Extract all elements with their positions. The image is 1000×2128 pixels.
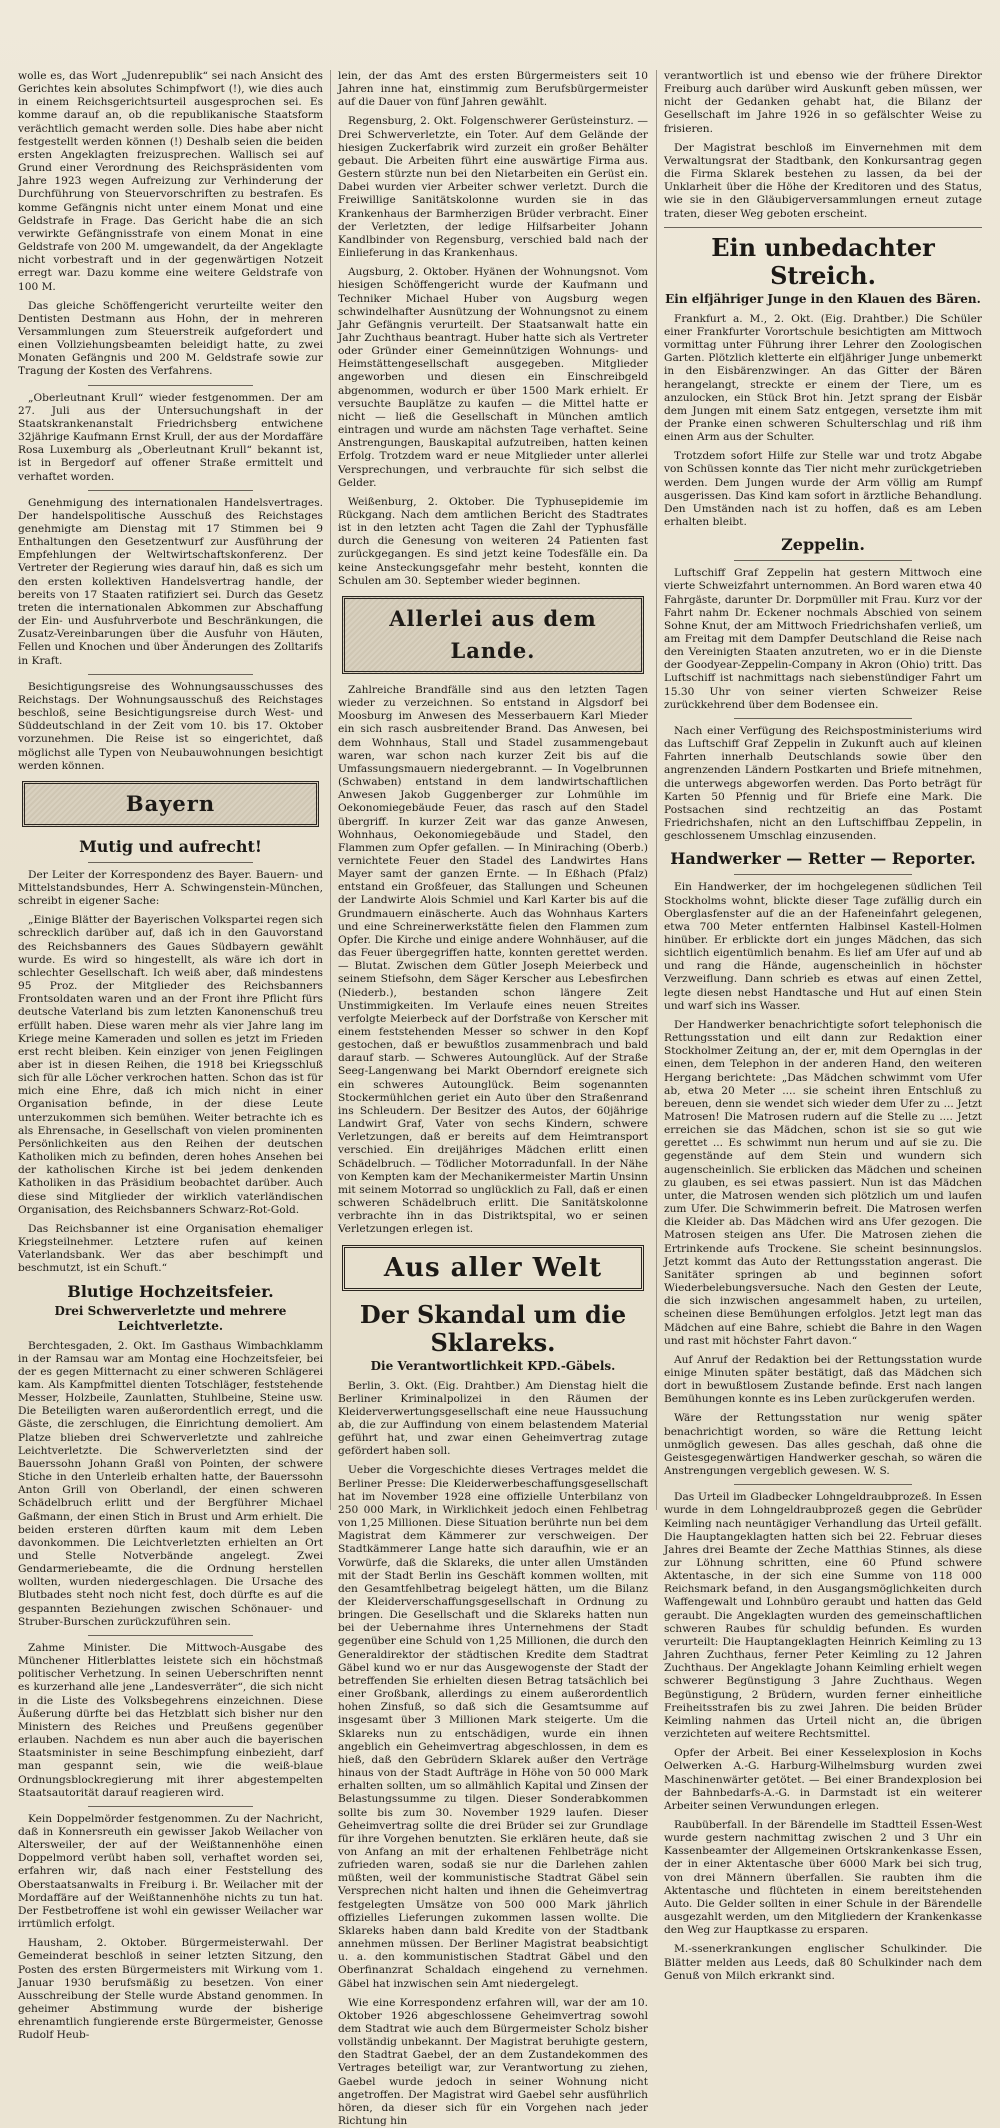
subhead-streich: Ein elfjähriger Junge in den Klauen des Bären.	[665, 291, 981, 306]
headline-blutige: Blutige Hochzeitsfeier.	[67, 1281, 274, 1301]
separator	[88, 1635, 253, 1636]
article-regensburg: Regensburg, 2. Okt. Folgenschwerer Gerüsteinsturz. — Drei Schwerverletzte, ein Toter. Auf dem Gelände der hiesigen Zuckerfabrik wird zurzeit ein großer Behälter gebaut. Die Arbeiten führt eine auswärtige Firma aus. Gestern stürzte nun bei den Nietarbeiten ein Gerüst ein. Dabei wurden vier Arbeiter schwer verletzt. Durch die Freiwillige Sanitätskolonne wurden sie in das Krankenhaus der Barmherzigen Brüder verbracht. Einer der Verletzten, der ledige Hilfsarbeiter Johann Kandlbinder von Regensburg, verschied bald nach der Einlieferung in das Krankenhaus.	[338, 115, 648, 260]
article-mutig-3: Das Reichsbanner ist eine Organisation ehemaliger Kriegsteilnehmer. Letztere rufen auf keinen Vaterlandsbank. Wer das aber beschimpft und beschmutzt, ist ein Schuft.“	[18, 1222, 323, 1275]
article-mutig-2: „Einige Blätter der Bayerischen Volkspartei regen sich schrecklich darüber auf, daß ich in den Gauvorstand des Reichsbanners des Gaues Südbayern gewählt wurde. Es wird so hingestellt, als wäre ich dort in schlechter Gesellschaft. Ich weiß aber, daß mindestens 95 Proz. der Mitglieder des Reichsbanners Frontsoldaten waren und an der Front ihre Pflicht fürs deutsche Vaterland bis zum letzten Kanonenschuß treu erfüllt haben. Diese waren mehr als vier Jahre lang im Kriege meine Kameraden und sollen es jetzt im Frieden erst recht bleiben. Kein einziger von jenen Feiglingen aber ist in diesen Reihen, die 1918 bei Kriegsschluß sich für alle Löcher verkrochen hatten. Schon das ist für mich eine Ehre, daß ich mich nicht in einer Organisation befinde, in der diese Leute unterzukommen sich bemühen. Weiter betrachte ich es als Ehrensache, in Gesellschaft von vielen prominenten Persönlichkeiten aus den Reihen der deutschen Katholiken mich zu befinden, deren hohes Ansehen bei der katholischen Kirche ist bei jedem denkenden Katholiken in das Präsidium beobachtet darüber. Auch diese sind Mitglieder der wirklich vaterländischen Organisation, des Reichsbanners Schwarz-Rot-Gold.	[18, 914, 323, 1216]
article-continuation: wolle es, das Wort „Judenrepublik“ sei nach Ansicht des Gerichtes kein absolutes Schimpfwort (!), wie dies auch in einem Reichsgerichtsurteil ausgesprochen sei. Es komme darauf an, ob die republikanische Staatsform verächtlich gemacht werden solle. Dies habe aber nicht festgestellt werden können (!) Deshalb seien die beiden ersten Angeklagten freizusprechen. Wallisch sei auf Grund einer Verordnung des Reichspräsidenten vom Jahre 1923 wegen Aufreizung zur Verhinderung der Durchführung von Steuervorschriften zu bestrafen. Es komme Gefängnis nicht unter einem Monat und eine Geldstrafe in Frage. Das Gericht habe die an sich verwirkte Gefängnisstrafe von einem Monat in eine Geldstrafe von 200 M. umgewandelt, da der Angeklagte nicht vorbestraft und in der gegenwärtigen Notzeit erregt war. Dazu komme eine weitere Geldstrafe von 100 M.	[18, 70, 323, 293]
section-heading-allerlei: Allerlei aus dem Lande.	[342, 596, 644, 674]
article-skandal-2: Ueber die Vorgeschichte dieses Vertrages meldet die Berliner Presse: Die Kleiderwerbeschaffungsgesellschaft hat im November 1928 eine offizielle Unterbilanz von 250 000 Mark, in Wirklichkeit jedoch einen Fehlbetrag von 1,25 Millionen. Diese Situation berührte nun bei dem Magistrat dem Kämmerer zur verschweigen. Der Stadtkämmerer Lange hatte sich daraufhin, wie er an Vorwürfe, daß die Sklareks, die unter allen Umständen mit der Stadt Berlin ins Geschäft kommen wollten, mit den Gesamtfehlbetrag beigelegt hätten, um die Bilanz der Kleiderverschaffungsgesellschaft in Ordnung zu bringen. Die Gesellschaft und die Sklareks hatten nun bei der Uebernahme ihres Unternehmens der Stadt gegenüber eine Schuld von 1,25 Millionen, die durch den Generaldirektor der städtischen Kredite dem Stadtrat Gäbel kund wo er nur das Ausgewogenste der Stadt der betreffenden Sie erhielten diesen Betrag tatsächlich bei einer Großbank, allerdings zu einem außerordentlich hohen Zinsfuß, so daß sich die Gesamtsumme auf insgesamt über 3 Millionen Mark steigerte. Um die Sklareks nun zu entschädigen, wurde ein ihnen angeblich ein Geheimvertrag abgeschlossen, in dem es hieß, daß den Gebrüdern Sklarek außer den Verträge hinaus von der Stadt Aufträge in Höhe von 50 000 Mark erhalten sollten, um so allmählich Kapital und Zinsen der Belastungssumme zu tilgen. Dieser Sonderabkommen sollte bis zum 30. November 1929 laufen. Dieser Geheimvertrag sollte die drei Brüder sei zur Grundlage für ihre Vorgehen benutzten. Sie erklären heute, daß sie von Anfang an mit der erhaltenen Fehlbeträge nicht zufrieden waren, sodaß sie nur die Darlehen zahlen müßten, weil der kommunistische Stadtrat Gäbel sein Versprechen nicht halten und ihnen die Geheimvertrag festgelegten Umsätze von 500 000 Mark jährlich offizielles Lieferungen zukommen lassen wollte. Die Sklareks haben dann bald Kredite von der Stadtbank annehmen müssen. Der Berliner Magistrat beabsichtigt u. a. den kommunistischen Stadtrat Gäbel und den Oberfinanzrat Schaldach eingehend zu vernehmen. Gäbel hat inzwischen sein Amt niedergelegt.	[338, 1464, 648, 1990]
section-heading-aus-aller-welt: Aus aller Welt	[342, 1245, 644, 1291]
column-divider	[656, 70, 657, 1510]
article-mutig-1: Der Leiter der Korrespondenz des Bayer. Bauern- und Mittelstandsbundes, Herr A. Schwingenstein-München, schreibt in eigener Sache:	[18, 868, 323, 908]
article-handwerker-3: Auf Anruf der Redaktion bei der Rettungsstation wurde einige Minuten später bestätigt, daß das Mädchen sich dort in bewußtlosem Zustande befinde. Erst nach langen Bemühungen konnte es ins Leben zurückgerufen werden.	[664, 1353, 982, 1406]
article-dentist: Das gleiche Schöffengericht verurteilte weiter den Dentisten Destmann aus Hohn, der in mehreren Versammlungen zum Steuerstreik aufgefordert und einen Vollziehungsbeamten beleidigt hatte, zu zwei Monaten Gefängnis und 200 M. Geldstrafe sowie zur Tragung der Kosten des Verfahrens.	[18, 299, 323, 378]
article-opfer: Opfer der Arbeit. Bei einer Kesselexplosion in Kochs Oelwerken A.-G. Harburg-Wilhelmsburg wurden zwei Maschinenwärter getötet. — Bei einer Brandexplosion bei der Bahnbedarfs-A.-G. in Darmstadt ist ein weiterer Arbeiter seinen Verwundungen erlegen.	[664, 1747, 982, 1812]
article-zeppelin-1: Luftschiff Graf Zeppelin hat gestern Mittwoch eine vierte Schweizfahrt unternommen. An Bord waren etwa 40 Fahrgäste, darunter Dr. Dorpmüller mit Frau. Kurz vor der Fahrt nahm Dr. Eckener nochmals Abschied von seinem Sohne Knut, der am Mittwoch Friedrichshafen verließ, um am Freitag mit dem Dampfer Deutschland die Reise nach den Vereinigten Staaten anzutreten, wo er in die Dienste der Goodyear-Zeppelin-Company in Akron (Ohio) tritt. Das Luftschiff ist nachmittags nach siebenstündiger Fahrt um 15.30 Uhr von seiner vierten Schweizer Reise zurückkehrend über dem Bodensee ein.	[664, 567, 982, 711]
article-skandal-3: Wie eine Korrespondenz erfahren will, war der am 10. Oktober 1926 abgeschlossene Geheimvertrag sowohl dem Stadtrat wie auch dem Bürgermeister Scholz bisher vollständig unbekannt. Der Magistrat beruhigte gestern, den Stadtrat Gaebel, der an dem Zustandekommen des Vertrages beteiligt war, zur Verantwortung zu ziehen, Gaebel wurde jedoch in seiner Wohnung nicht angetroffen. Der Magistrat wird Gaebel sehr ausführlich hören, da dieser sich für ein Vorgehen nach jeder Richtung hin	[338, 1996, 648, 2128]
article-hausham: Hausham, 2. Oktober. Bürgermeisterwahl. Der Gemeinderat beschloß in seiner letzten Sitzung, den Posten des ersten Bürgermeisters mit Wirkung vom 1. Januar 1930 berufsmäßig zu besetzen. Von einer Ausschreibung der Stelle wurde Abstand genommen. In geheimer Abstimmung wurde der bisherige ehrenamtlich fungierende erste Bürgermeister, Genosse Rudolf Heub-	[18, 1937, 323, 2042]
separator	[734, 718, 912, 719]
article-raub: Raubüberfall. In der Bärendelle im Stadtteil Essen-West wurde gestern nachmittag zwischen 2 und 3 Uhr ein Kassenbeamter der Allgemeinen Ortskrankenkasse Essen, der in einer Aktentasche über 6000 Mark bei sich trug, von drei Männern überfallen. Sie raubten ihm die Aktentasche und flüchteten in einem bereitstehenden Auto. Die Gelder sollten in einer Schule in der Bärendelle ausgezahlt werden, um den Mitgliedern der Krankenkasse den Weg zur Hauptkasse zu ersparen.	[664, 1818, 982, 1937]
article-trade: Genehmigung des internationalen Handelsvertrages. Der handelspolitische Ausschuß des Reichstages genehmigte am Dienstag mit 17 Stimmen bei 9 Enthaltungen den Gesetzentwurf zur Ausführung der Empfehlungen der Weltwirtschaftskonferenz. Der Vertreter der Regierung wies darauf hin, daß es sich um den ersten kollektiven Handelsvertrag handle, der bereits von 17 Staaten ratifiziert sei. Durch das Gesetz treten die internationalen Abkommen zur Abschaffung der Ein- und Ausfuhrverbote und Beschränkungen, die Zusatz-Vereinbarungen über die Ausfuhr von Häuten, Fellen und Knochen und über Änderungen des Zolltarifs in Kraft.	[18, 496, 323, 667]
section-heading-bayern: Bayern	[22, 781, 319, 827]
separator	[664, 227, 982, 228]
article-augsburg: Augsburg, 2. Oktober. Hyänen der Wohnungsnot. Vom hiesigen Schöffengericht wurde der Kaufmann und Techniker Michael Huber von Augsburg wegen schwindelhafter Ausnützung der Wohnungsnot zu einem Jahr Gefängnis verurteilt. Der Staatsanwalt hatte ein Jahr Zuchthaus beantragt. Huber hatte sich als Vertreter oder Gründer einer Gemeinnützigen Wohnungs- und Heimstättengesellschaft ausgegeben. Mitglieder angeworben und diesen ein Einschreibgeld abgenommen, wodurch er über 1500 Mark erhielt. Er versuchte Bauplätze zu kaufen — die Mittel hatte er nicht — ließ die Gesellschaft in München amtlich eintragen und wurde am nächsten Tage verhaftet. Seine Anstrengungen, Bauskapital aufzutreiben, hatten keinen Erfolg. Trotzdem ward er neue Mitglieder unter allerlei Versprechungen, und verbrauchte für sich selbst die Gelder.	[338, 266, 648, 489]
subhead-skandal: Die Verantwortlichkeit KPD.-Gäbels.	[370, 1358, 616, 1373]
separator	[88, 385, 253, 386]
article-handwerker-2: Der Handwerker benachrichtigte sofort telephonisch die Rettungsstation und eilt dann zur Redaktion einer Stockholmer Zeitung an, der er, mit dem Opernglas in der einen, dem Telephon in der anderen Hand, den weiteren Hergang berichtete: „Das Mädchen schwimmt vom Ufer ab, etwa 20 Meter .... sie scheint ihren Entschluß zu bereuen, denn sie wendet sich wieder dem Ufer zu ... Jetzt Matrosen! Die Matrosen rudern auf die Stelle zu .... Jetzt erreichen sie das Mädchen, schon ist sie so gut wie gerettet ... Es schwimmt nun herum und auf sie zu. Die gegenstände auf dem Stein und wundern sich augenscheinlich. Sie erblicken das Mädchen und scheinen zu glauben, es sei etwas passiert. Nun ist das Mädchen unter, die Matrosen wenden sich plötzlich um und laufen zum Ufer. Die Schwimmerin befreit. Die Matrosen werfen die Kleider ab. Das Mädchen wird ans Ufer gezogen. Die Matrosen steigen ans Ufer. Die Matrosen ziehen die Ertrinkende aufs Trockene. Sie scheint besinnungslos. Jetzt kommt das Auto der Rettungsstation angerast. Die Sanitäter springen ab und beginnen sofort Wiederbelebungsversuche. Nach den Gesten der Leute, die sich inzwischen angesammelt haben, zu urteilen, scheinen diese Bemühungen erfolglos. Jetzt legt man das Mädchen auf eine Bahre, schiebt die Bahre in den Wagen und rast mit höchster Fahrt davon.“	[664, 1018, 982, 1347]
article-streich-2: Trotzdem sofort Hilfe zur Stelle war und trotz Abgabe von Schüssen konnte das Tier nicht mehr zurückgetrieben werden. Dem Jungen wurde der Arm völlig am Rumpf ausgerissen. Das Kind kam sofort in ärztliche Behandlung. Den Umständen nach ist zu hoffen, daß es am Leben erhalten bleibt.	[664, 450, 982, 529]
headline-handwerker: Handwerker — Retter — Reporter.	[670, 849, 976, 869]
article-housing: Besichtigungsreise des Wohnungsausschusses des Reichstags. Der Wohnungsausschuß des Reichstages beschloß, seine Besichtigungsreise durch West- und Süddeutschland in der Zeit vom 10. bis 17. Oktober vorzunehmen. Die Reise ist so eingerichtet, daß möglichst alle Typen von Neubauwohnungen besichtigt werden können.	[18, 680, 323, 772]
headline-skandal: Der Skandal um die Sklareks.	[359, 1299, 627, 1357]
headline-zeppelin: Zeppelin.	[781, 535, 865, 555]
article-zeppelin-2: Nach einer Verfügung des Reichspostministeriums wird das Luftschiff Graf Zeppelin in Zukunft auch auf kleinen Fahrten innerhalb Deutschlands sowie über den angrenzenden Ländern Postkarten und Briefe mitnehmen, die unterwegs abgeworfen werden. Das Porto beträgt für Karten 50 Pfennig und für Briefe eine Mark. Die Postsachen sind rechtzeitig an das Postamt Friedrichshafen, nicht an den Luftschiffbau Zeppelin, in geschlossenem Umschlag einzusenden.	[664, 724, 982, 843]
article-handwerker-1: Ein Handwerker, der im hochgelegenen südlichen Teil Stockholms wohnt, blickte dieser Tage zufällig durch ein Oberglasfenster auf die an der Hafeneinfahrt gelegenen, etwa 700 Meter entfernten Halbinsel Kastell-Holmen hinüber. Er erblickte dort ein junges Mädchen, das sich sichtlich eigentümlich benahm. Es lief am Ufer auf und ab und rang die Hände, augenscheinlich in höchster Verzweiflung. Dann schrieb es etwas auf einen Zettel, legte diesen nebst Handtasche und Hut auf einen Stein und warf sich ins Wasser.	[664, 881, 982, 1012]
article-skandal-1: Berlin, 3. Okt. (Eig. Drahtber.) Am Dienstag hielt die Berliner Kriminalpolizei in den Räumen der Kleiderverwertungsgesellschaft eine neue Haussuchung ab, die zur Auffindung von einem belastendem Material geführt hat, und zwar einen Geheimvertrag zutage gefördert haben soll.	[338, 1379, 648, 1458]
article-continuation: verantwortlich ist und ebenso wie der frühere Direktor Freiburg auch darüber wird Auskunft geben müssen, wer nicht der Gedanken gehabt hat, die Bilanz der Gesellschaft im Jahre 1926 in so gefälschter Weise zu frisieren.	[664, 70, 982, 135]
subhead-blutige: Drei Schwerverletzte und mehrere Leichtverletzte.	[54, 1303, 287, 1333]
article-krull: „Oberleutnant Krull“ wieder festgenommen. Der am 27. Juli aus der Untersuchungshaft in der Staatskrankenanstalt Friedrichsberg entwichene 32jährige Kaufmann Ernst Krull, der aus der Mordaffäre Rosa Luxemburg als „Oberleutnant Krull“ bekannt ist, ist in Bergedorf auf offener Straße ermittelt und verhaftet worden.	[18, 391, 323, 483]
article-streich-1: Frankfurt a. M., 2. Okt. (Eig. Drahtber.) Die Schüler einer Frankfurter Vorortschule besichtigten am Mittwoch vormittag unter Führung ihrer Lehrer den Zoologischen Garten. Plötzlich kletterte ein elfjähriger Junge unbemerkt in den Eisbärenzwinger. An das Gitter der Bären herangelangt, streckte er einem der Tiere, um es anzulocken, ein Stück Brot hin. Jetzt sprang der Eisbär dem Jungen mit einem Satz entgegen, versetzte ihm mit der Pranke einen schweren Schulterschlag und riß ihm einen Arm aus der Schulter.	[664, 312, 982, 444]
column-3	[664, 70, 982, 1982]
separator	[88, 674, 253, 675]
column-divider	[330, 70, 331, 1510]
column-2	[338, 70, 648, 2128]
article-magistrat: Der Magistrat beschloß im Einvernehmen mit dem Verwaltungsrat der Stadtbank, den Konkursantrag gegen die Firma Sklarek bestehen zu lassen, da bei der Unklarheit über die Höhe der Kreditoren und des Status, wie sie in den Gläubigerversammlungen erneut zutage traten, dieser Weg geboten erscheint.	[664, 141, 982, 220]
article-weissenburg: Weißenburg, 2. Oktober. Die Typhusepidemie im Rückgang. Nach dem amtlichen Bericht des Stadtrates ist in den letzten acht Tagen die Zahl der Typhusfälle durch die Genesung von weiteren 24 Patienten fast zurückgegangen. Es sind jetzt keine Todesfälle ein. Da keine Ansteckungsgefahr mehr besteht, konnten die Schulen am 30. September wieder beginnen.	[338, 495, 648, 587]
article-continuation: lein, der das Amt des ersten Bürgermeisters seit 10 Jahren inne hat, einstimmig zum Berufsbürgermeister auf die Dauer von fünf Jahren gewählt.	[338, 70, 648, 109]
article-zahme: Zahme Minister. Die Mittwoch-Ausgabe des Münchener Hitlerblattes leistete sich ein höchstmaß politischer Verhetzung. In seinen Ueberschriften nennt es kurzerhand alle jene „Landesverräter“, die sich nicht in die Liste des Volksbegehrens einzeichnen. Diese Äußerung dürfte bei das Hetzblatt sich bisher nur den Ministern des Reiches und Preußens gegenüber erlauben. Nachdem es nun aber auch die bayerischen Staatsminister in seine Beschimpfung einbezieht, darf man gespannt sein, wie die weiß-blaue Ordnungsblockregierung mit ihrer abgestempelten Staatsautorität darauf reagieren wird.	[18, 1641, 323, 1799]
article-massen: M.-ssenerkrankungen englischer Schulkinder. Die Blätter melden aus Leeds, daß 80 Schulkinder nach dem Genuß von Milch erkrankt sind.	[664, 1943, 982, 1982]
article-blutige: Berchtesgaden, 2. Okt. Im Gasthaus Wimbachklamm in der Ramsau war am Montag eine Hochzeitsfeier, bei der es gegen Mitternacht zu einer schweren Schlägerei kam. Als Kampfmittel dienten Totschläger, feststehende Messer, Holzbeile, Zaunlatten, Stuhlbeine, Steine usw. Die Beteiligten waren außerordentlich erregt, und die Gäste, die zerschlugen, die Einrichtung demoliert. Am Platze blieben drei Schwerverletzte und zahlreiche Leichtverletzte. Die Schwerverletzten sind der Bauerssohn Johann Graßl von Pointen, der schwere Stiche in den Unterleib erhalten hatte, der Bauerssohn Anton Grill von Oberlandl, der einen schweren Schädelbruch erlitt und der Bergführer Michael Gaßmann, der einen Stich in Brust und Arm erhielt. Die beiden ersteren dürften kaum mit dem Leben davonkommen. Die Leichtverletzten erhielten an Ort und Stelle Notverbände angelegt. Zwei Gendarmeriebeamte, die die Ordnung herstellen wollten, wurden niedergeschlagen. Die Ursache des Blutbades steht noch nicht fest, doch dürfte es auf die gespannten Beziehungen zwischen Schönauer- und Struber-Burschen zurückzuführen sein.	[18, 1339, 323, 1628]
separator	[734, 1484, 912, 1485]
separator	[734, 874, 912, 875]
separator	[88, 490, 253, 491]
headline-mutig: Mutig und aufrecht!	[79, 836, 262, 856]
separator	[88, 862, 253, 863]
column-1	[18, 70, 323, 2042]
article-urteil: Das Urteil im Gladbecker Lohngeldraubprozeß. In Essen wurde in dem Lohngeldraubprozeß gegen die Gebrüder Keimling nach neuntägiger Verhandlung das Urteil gefällt. Die Hauptangeklagten hatten sich bei 22. Februar dieses Jahres drei Beamte der Zeche Matthias Stinnes, als diese zur Löhnung schritten, eine 60 Pfund schwere Aktentasche, in der sich eine Summe von 118 000 Reichsmark befand, in den Ausgangsmöglichkeiten durch Waffengewalt und Lohnbüro geraubt und hatten das Geld geraubt. Die Angeklagten wurden des gemeinschaftlichen schweren Raubes für schuldig befunden. Es wurden verurteilt: Die Hauptangeklagten Heinrich Keimling zu 13 Jahren Zuchthaus, ferner Peter Keimling zu 12 Jahren Zuchthaus. Der Angeklagte Johann Keimling erhielt wegen schwerer Begünstigung 3 Jahre Zuchthaus. Wegen Begünstigung, 2 Brüdern, wurden ferner einheitliche Freiheitsstrafen bis zu zwei Jahren. Die beiden Brüder Keimling nahmen das Urteil nicht an, die übrigen verzichteten auf weitere Rechtsmittel.	[664, 1491, 982, 1741]
article-allerlei: Zahlreiche Brandfälle sind aus den letzten Tagen wieder zu verzeichnen. So entstand in Algsdorf bei Moosburg im Anwesen des Messerbauern Karl Mieder ein sich rasch ausbreitender Brand. Das Anwesen, bei dem Wohnhaus, Stall und Stadel zusammengebaut waren, war schon nach kurzer Zeit bis auf die Umfassungsmauern niedergebrannt. — In Vogelbrunnen (Schwaben) entstand in dem landwirtschaftlichen Anwesen Jakob Guggenberger zur Lohmühle im Oekonomiegebäude Feuer, das rasch auf den Stadel übergriff. In kurzer Zeit war das ganze Anwesen, Wohnhaus, Oekonomiegebäude und Stadel, den Flammen zum Opfer gefallen. — In Miniraching (Oberb.) vernichtete Feuer den Stadel des Landwirtes Hans Mayer samt der ganzen Ernte. — In Eßhach (Pfalz) entstand ein Großfeuer, das Stallungen und Scheunen der Landwirte Alois Schmiel und Karl Karter bis auf die Grundmauern einäscherte. Auch das Wohnhaus Karters und eine Schreinerwerkstätte fielen den Flammen zum Opfer. Die Kirche und einige andere Wohnhäuser, auf die das Feuer übergegriffen hatte, konnten gerettet werden. — Blutat. Zwischen dem Gütler Joseph Meierbeck und seinem Stiefsohn, dem Säger Kerscher aus Lebesfirchen (Niederb.), bestanden schon längere Zeit Unstimmigkeiten. Im Verlaufe eines neuen Streites verfolgte Meierbeck auf der Dorfstraße von Kerscher mit einem feststehenden Messer so schwer in den Kopf gestochen, daß er bewußtlos zusammenbrach und bald darauf starb. — Schweres Autounglück. Auf der Straße Seeg-Langenwang bei Markt Oberndorf ereignete sich ein schweres Autounglück. Beim sogenannten Stockermühlchen geriet ein Auto über den Straßenrand ins Schleudern. Der Besitzer des Autos, der 60jährige Landwirt Graf, Vater von sechs Kindern, schwere Verletzungen, daß er bereits auf dem Heimtransport verschied. Ein dreijähriges Mädchen erlitt einen Schädelbruch. — Tödlicher Motorradunfall. In der Nähe von Kempten kam der Mechanikermeister Martin Unsinn mit seinem Motorrad so unglücklich zu Fall, daß er einen schweren Schädelbruch erlitt. Die Sanitätskolonne verbrachte ihn in das Distriktspital, wo er seinen Verletzungen erlegen ist.	[338, 683, 648, 1236]
headline-streich: Ein unbedachter Streich.	[711, 232, 935, 290]
article-kein: Kein Doppelmörder festgenommen. Zu der Nachricht, daß in Konnersreuth ein gewisser Jakob Weilacher von Altersweiler, der auf der Weißtannenhöhe einen Doppelmord verübt haben soll, verhaftet worden sei, erfahren wir, daß nach einer Feststellung des Oberstaatsanwalts in Freiburg i. Br. Weilacher mit der Mordaffäre auf der Weißtannenhöhe nichts zu tun hat. Der Festbetroffene ist wohl ein gewisser Weilacher war irrtümlich erfolgt.	[18, 1812, 323, 1931]
separator	[734, 560, 912, 561]
article-handwerker-4: Wäre der Rettungsstation nur wenig später benachrichtigt worden, so wäre die Rettung leicht unmöglich gewesen. Das alles geschah, daß ohne die Geistesgegenwärtigen Handwerker geschah, so wären die Anstrengungen vergeblich gewesen. W. S.	[664, 1412, 982, 1478]
separator	[88, 1806, 253, 1807]
